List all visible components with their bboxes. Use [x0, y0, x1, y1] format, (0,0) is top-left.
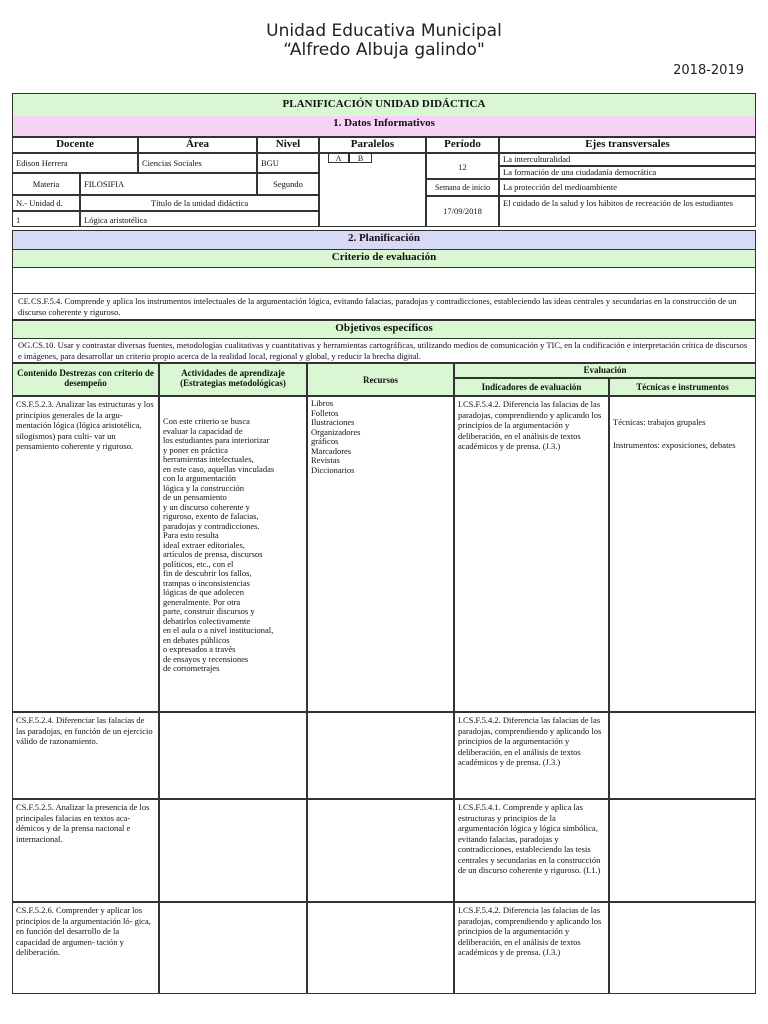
destreza-cell: CS.F.5.2.4. Diferenciar las falacias de las paradojas, en función de un ejercicio válido de razonamiento. — [12, 712, 159, 799]
school-name-line2: “Alfredo Albuja galindo" — [283, 40, 485, 60]
recurso-item: Revistas — [311, 455, 340, 465]
section-datos-informativos: 1. Datos Informativos — [12, 116, 756, 137]
area-value: Ciencias Sociales — [138, 153, 257, 173]
actividad-line: con la argumentación — [163, 473, 237, 483]
titulo-unidad-label: Título de la unidad didáctica — [80, 195, 319, 211]
destreza-cell: CS.F.5.2.6. Comprender y aplicar los principios de la argumentación ló- gica, en función del desarrollo de la capacidad de argumen- tación y deliberación. — [12, 902, 159, 994]
indicador-cell: I.CS.F.5.4.2. Diferencia las falacias de las paradojas, comprendiendo y aplicando los principios de la argumentación y deliberación, en el análisis de textos académicos y de prensa. (J.3.) — [454, 396, 609, 712]
actividad-line: parte, construir discursos y — [163, 606, 255, 616]
empty-cell — [307, 712, 454, 799]
eje-item: La protección del medioambiente — [499, 179, 756, 196]
actividad-line: herramientas intelectuales, — [163, 454, 254, 464]
unidad-label: N.- Unidad d. — [12, 195, 80, 211]
actividad-line: ideal extraer editoriales, — [163, 539, 245, 550]
empty-cell — [307, 799, 454, 902]
objetivos-title: Objetivos específicos — [12, 320, 756, 339]
header-contenido: Contenido Destrezas con criterio de desempeño — [12, 363, 159, 396]
tecnicas-cell — [609, 396, 756, 712]
actividad-line: artículos de prensa, discursos — [163, 549, 263, 559]
empty-cell — [159, 902, 307, 994]
tecnicas-text: Técnicas: trabajos grupales — [613, 417, 706, 427]
recurso-item: Marcadores — [311, 445, 352, 456]
destreza-cell: CS.F.5.2.3. Analizar las estructuras y los principios generales de la argu- mentación lógica (lógica aristotélica, silogismos) para culti- var un pensamiento coherente y riguroso. — [12, 396, 159, 712]
actividad-line: de cortometrajes — [163, 663, 220, 673]
actividad-line: de un pensamiento — [163, 492, 227, 502]
curso-value: Segundo — [257, 173, 319, 195]
criterio-spacer — [12, 268, 756, 294]
actividad-line: o expresados a través — [163, 644, 236, 654]
empty-cell — [159, 799, 307, 902]
unidad-number: 1 — [12, 211, 80, 227]
school-year: 2018-2019 — [673, 63, 744, 78]
actividad-line: en el aula o a nivel institucional, — [163, 625, 274, 635]
indicador-cell: I.CS.F.5.4.2. Diferencia las falacias de las paradojas, comprendiendo y aplicando los principios de la argumentación y deliberación, en el análisis de textos académicos y de prensa. (J.3.) — [454, 902, 609, 994]
header-periodo: Período — [426, 137, 499, 153]
empty-cell — [307, 902, 454, 994]
actividad-line: Para esto resulta — [163, 530, 219, 540]
materia-label: Materia — [12, 173, 80, 195]
actividad-line: lógicas de que adolecen — [163, 587, 244, 597]
semana-label: Semana de inicio — [426, 179, 499, 196]
actividad-line: los estudiantes para interiorizar — [163, 435, 270, 445]
actividad-line: fin de descubrir los fallos, — [163, 568, 252, 578]
actividad-line: generalmente. Por otra — [163, 596, 241, 607]
recursos-cell — [307, 396, 454, 712]
header-actividades: Actividades de aprendizaje (Estrategias metodológicas) — [159, 363, 307, 396]
paralelo-b: B — [349, 153, 372, 163]
paralelo-a: A — [328, 153, 349, 163]
recurso-item: gráficos — [311, 436, 339, 446]
actividad-line: Con este criterio se busca — [163, 416, 250, 426]
recurso-item: Ilustraciones — [311, 417, 355, 427]
header-ejes: Ejes transversales — [499, 137, 756, 153]
actividad-line: y poner en práctica — [163, 444, 228, 455]
header-recursos: Recursos — [307, 363, 454, 396]
destreza-cell: CS.F.5.2.5. Analizar la presencia de los principales falacias en textos aca- démicos y de la prensa nacional e internacional. — [12, 799, 159, 902]
instrumentos-text: Instrumentos: exposiciones, debates — [613, 439, 736, 450]
criterio-text: CE.CS.F.5.4. Comprende y aplica los instrumentos intelectuales de la argumentación lógica, evitando falacias, paradojas y contradicciones, estableciendo las ideas centrales y secundarias en la construcción de un discurso coherente y riguroso. — [12, 294, 756, 320]
actividad-line: lógica y la construcción — [163, 482, 244, 493]
header-evaluacion: Evaluación — [454, 363, 756, 378]
actividad-line: en este caso, aquellas vinculadas — [163, 463, 275, 474]
actividad-line: evaluar la capacidad de — [163, 425, 243, 436]
actividades-cell — [159, 396, 307, 712]
actividad-line: debatirlos colectivamente — [163, 615, 251, 626]
periodo-value: 12 — [426, 153, 499, 179]
header-paralelos: Paralelos — [319, 137, 426, 153]
recurso-item: Libros — [311, 398, 334, 408]
materia-value: FILOSIFIA — [80, 173, 257, 195]
indicador-cell: I.CS.F.5.4.1. Comprende y aplica las estructuras y principios de la argumentación lógica y lógica simbólica, evitando falacias, paradojas y contradicciones, estableciendo las tesis centrales y secundarias en la construcción de un discurso coherente y riguroso. (I.1.) — [454, 799, 609, 902]
objetivos-text: OG.CS.10. Usar y contrastar diversas fuentes, metodologías cualitativas y cuantitativas y herramientas cartográficas, utilizando medios de comunicación y TIC, en la codificación e interpretación crítica de discursos e imágenes, para desarrollar un criterio propio acerca de la realidad local, regional y global, y reducir la brecha digital. — [12, 339, 756, 363]
section-planificacion: 2. Planificación — [12, 230, 756, 250]
paralelos-cell — [319, 153, 426, 227]
recurso-item: Diccionarios — [311, 464, 355, 475]
header-nivel: Nivel — [257, 137, 319, 153]
semana-value: 17/09/2018 — [426, 196, 499, 227]
actividad-line: políticos, etc., con el — [163, 558, 234, 569]
nivel-value: BGU — [257, 153, 319, 173]
recurso-item: Organizadores — [311, 426, 361, 437]
plan-title: PLANIFICACIÓN UNIDAD DIDÁCTICA — [12, 93, 756, 117]
actividad-line: paradojas y contradicciones. — [163, 520, 260, 531]
header-indicadores: Indicadores de evaluación — [454, 378, 609, 396]
actividad-line: riguroso, exento de falacias, — [163, 511, 259, 521]
actividad-line: de ensayos y recensiones — [163, 653, 249, 664]
empty-cell — [609, 902, 756, 994]
header-area: Área — [138, 137, 257, 153]
recurso-item: Folletos — [311, 407, 339, 418]
actividad-line: y un discurso coherente y — [163, 501, 250, 512]
empty-cell — [609, 712, 756, 799]
eje-item: La interculturalidad — [499, 153, 756, 166]
school-name-line1: Unidad Educativa Municipal — [266, 21, 502, 41]
eje-item: La formación de una ciudadanía democrática — [499, 166, 756, 179]
header-docente: Docente — [12, 137, 138, 153]
empty-cell — [609, 799, 756, 902]
eje-item: El cuidado de la salud y los hábitos de recreación de los estudiantes — [499, 196, 756, 227]
docente-value: Edison Herrera — [12, 153, 138, 173]
indicador-cell: I.CS.F.5.4.2. Diferencia las falacias de las paradojas, comprendiendo y aplicando los principios de la argumentación y deliberación, en el análisis de textos académicos y de prensa. (J.3.) — [454, 712, 609, 799]
empty-cell — [159, 712, 307, 799]
actividad-line: en debates públicos — [163, 634, 230, 645]
unidad-titulo: Lógica aristotélica — [80, 211, 319, 227]
criterio-title: Criterio de evaluación — [12, 250, 756, 268]
header-tecnicas: Técnicas e instrumentos — [609, 378, 756, 396]
actividad-line: trampas o inconsistencias — [163, 577, 250, 588]
